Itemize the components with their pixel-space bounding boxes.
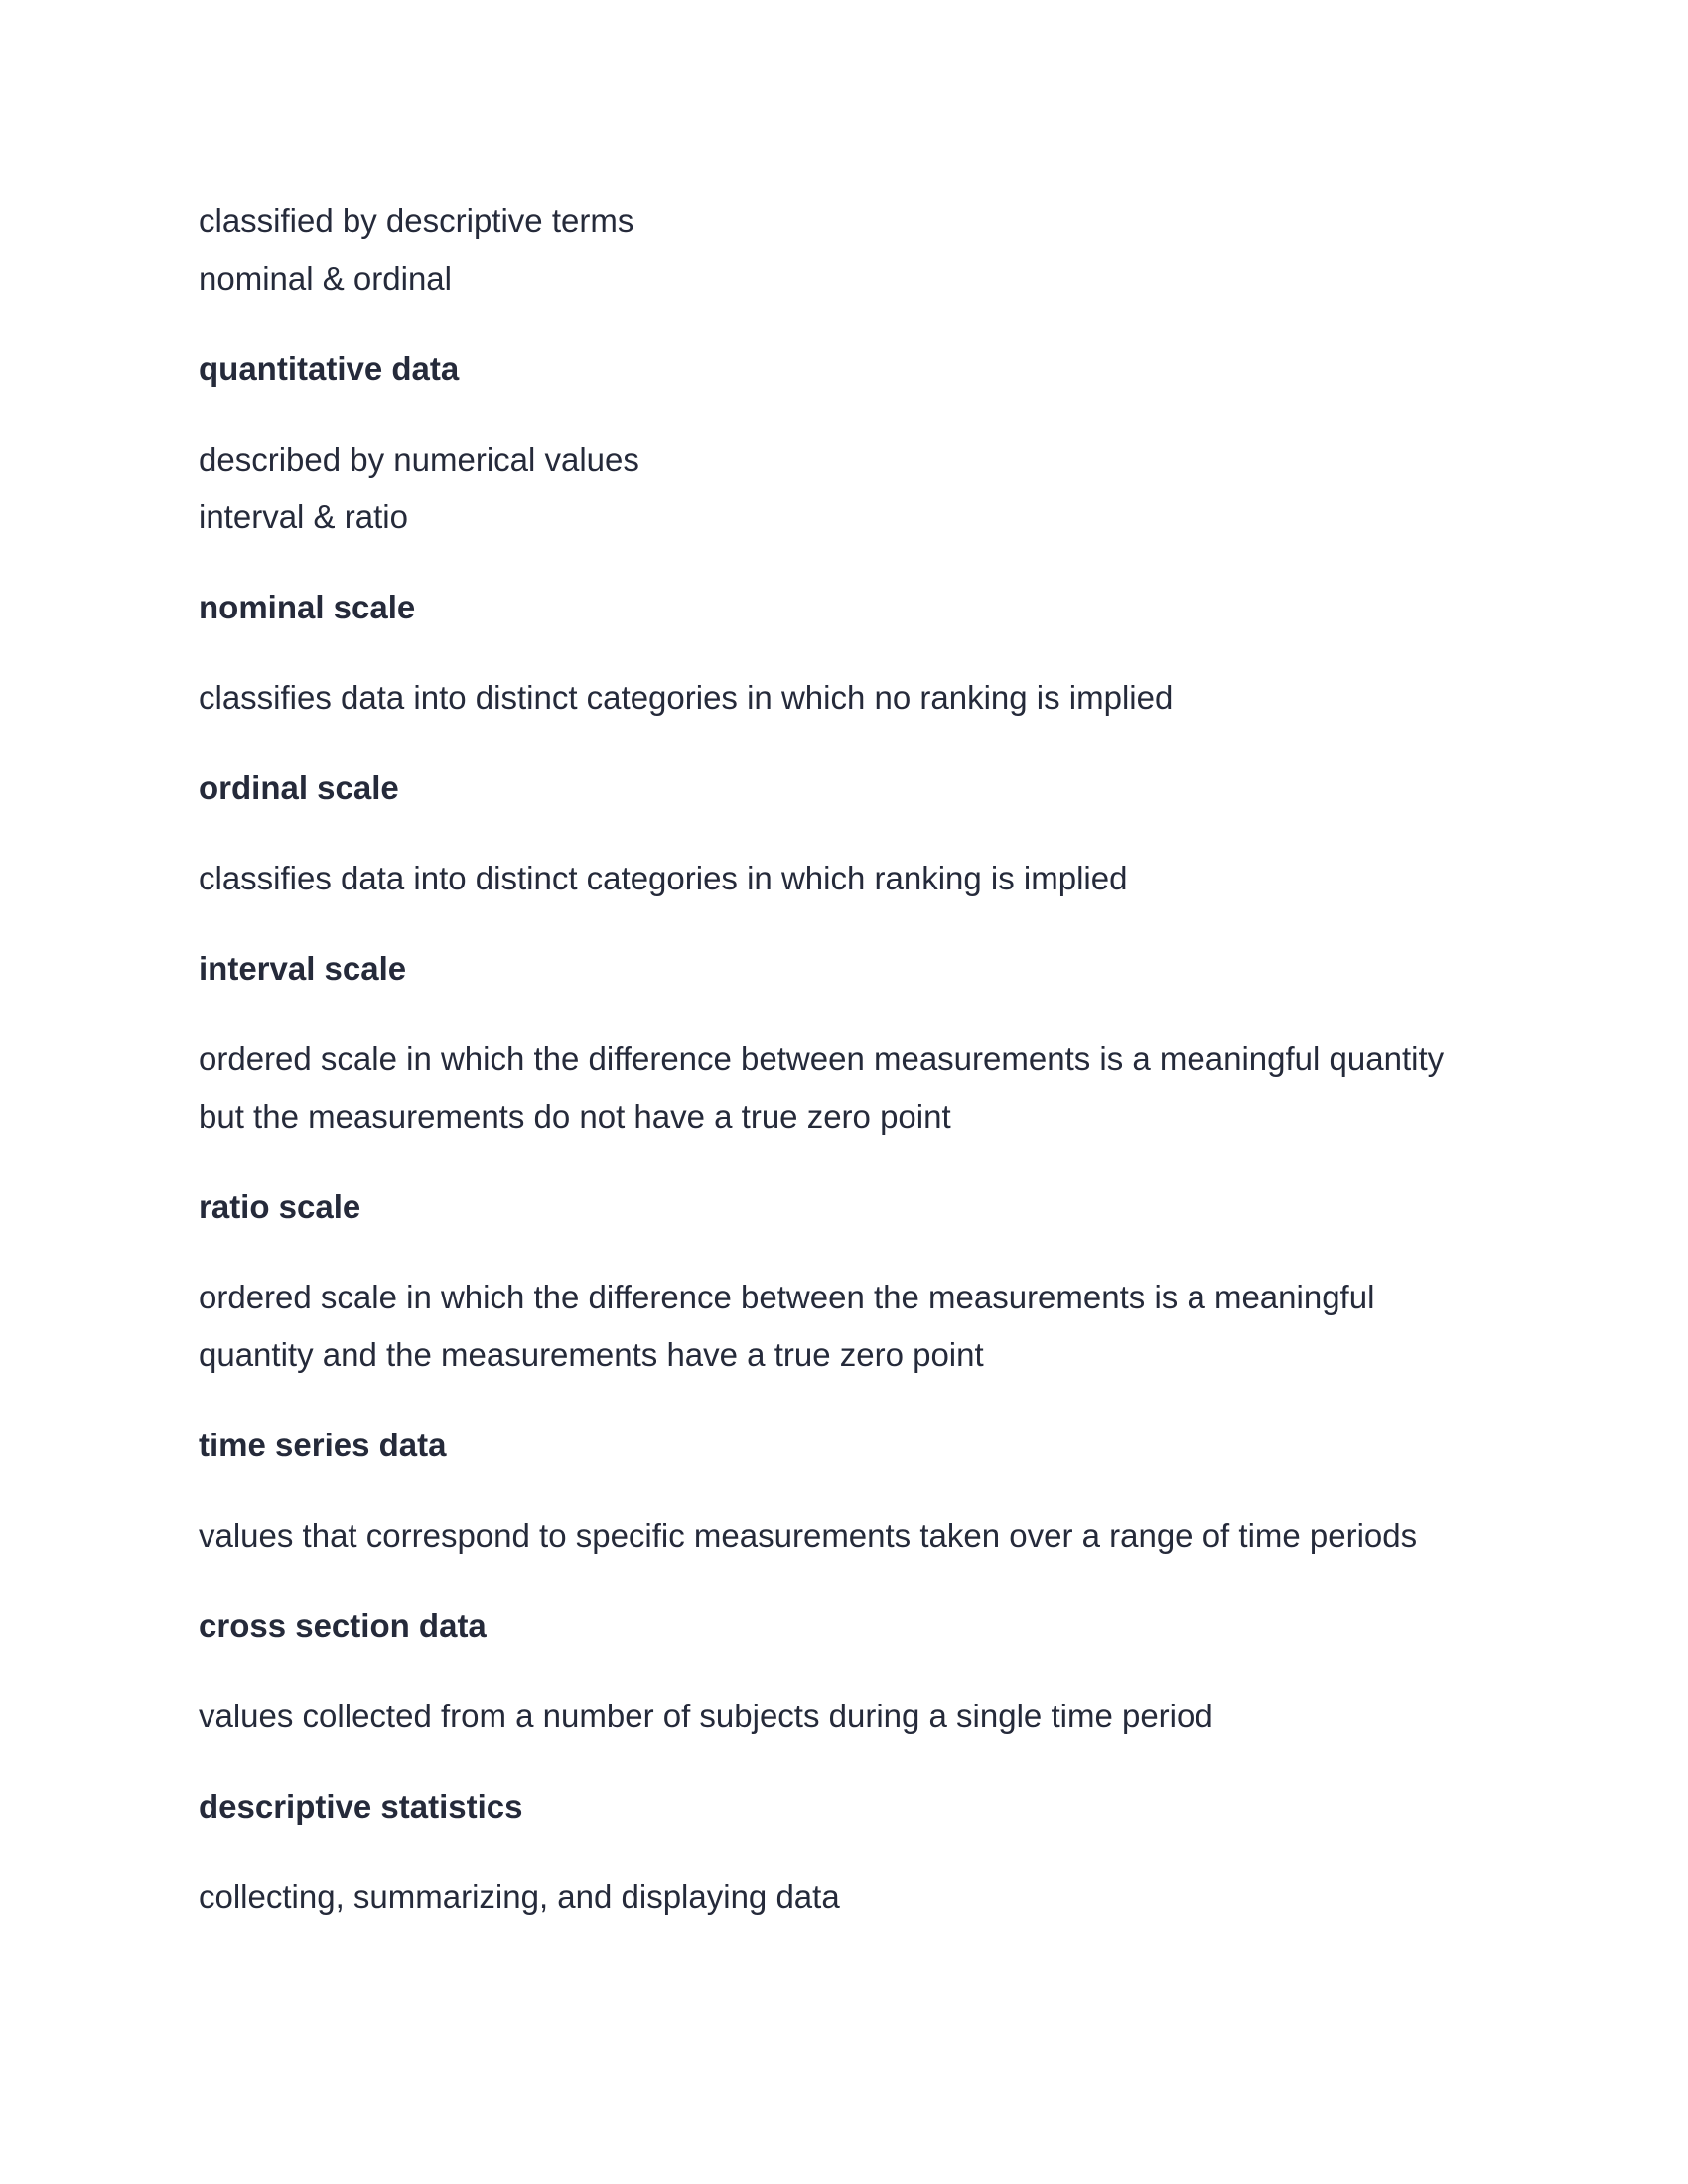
entry-descriptive-statistics <box>199 1778 1489 1926</box>
entry-interval-scale <box>199 940 1489 1146</box>
term-heading: nominal scale <box>199 589 416 625</box>
entry-nominal-scale <box>199 579 1489 727</box>
intro-definition <box>199 193 1489 308</box>
term-heading: ratio scale <box>199 1188 361 1225</box>
definition-line: classified by descriptive terms <box>199 203 634 239</box>
definition-line: ordered scale in which the difference between the measurements is a meaningful <box>199 1279 1375 1315</box>
entry-quantitative-data <box>199 341 1489 546</box>
definition-line: quantity and the measurements have a true zero point <box>199 1336 984 1373</box>
term-heading: cross section data <box>199 1607 487 1644</box>
term-heading: descriptive statistics <box>199 1788 523 1825</box>
definition-line: values that correspond to specific measurements taken over a range of time periods <box>199 1517 1418 1554</box>
definition-line: collecting, summarizing, and displaying data <box>199 1878 840 1915</box>
entry-ratio-scale <box>199 1178 1489 1384</box>
definition-line: ordered scale in which the difference between measurements is a meaningful quantity <box>199 1040 1445 1077</box>
definition-line: nominal & ordinal <box>199 260 452 297</box>
definition-line: classifies data into distinct categories in which no ranking is implied <box>199 679 1174 716</box>
term-heading: ordinal scale <box>199 769 399 806</box>
definition-line: classifies data into distinct categories in which ranking is implied <box>199 860 1128 896</box>
definition-line: values collected from a number of subjects during a single time period <box>199 1698 1213 1734</box>
term-heading: interval scale <box>199 950 407 987</box>
document-page <box>199 193 1489 1926</box>
definition-line: described by numerical values <box>199 441 639 478</box>
entry-ordinal-scale <box>199 759 1489 907</box>
entry-cross-section-data <box>199 1597 1489 1745</box>
term-heading: time series data <box>199 1427 447 1463</box>
term-heading: quantitative data <box>199 350 460 387</box>
entry-time-series-data <box>199 1417 1489 1565</box>
definition-line: interval & ratio <box>199 498 408 535</box>
definition-line: but the measurements do not have a true zero point <box>199 1098 951 1135</box>
